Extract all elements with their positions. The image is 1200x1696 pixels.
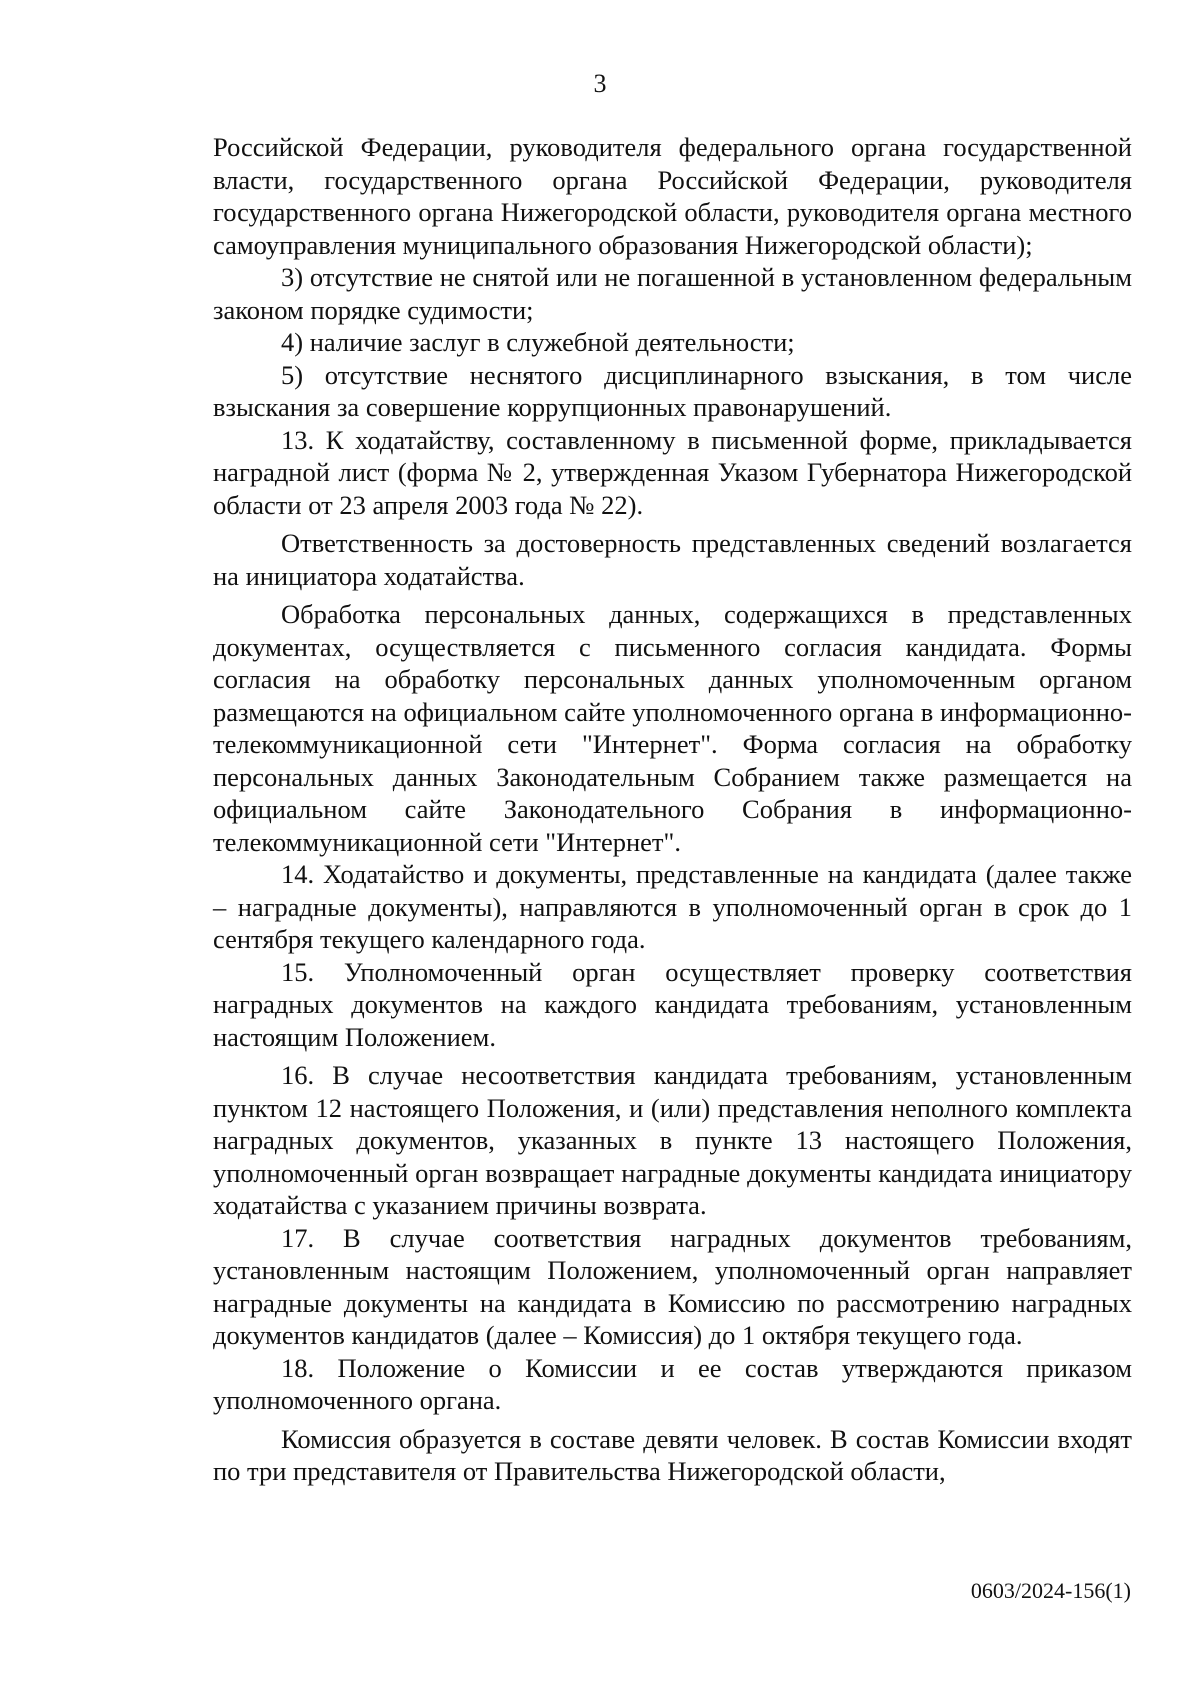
paragraph-clause-13: 13. К ходатайству, составленному в письменной форме, прикладывается наградной лист (форма № 2, утвержденная Указом Губернатора Нижегородской области от 23 апреля 2003 года № 22). (213, 424, 1132, 520)
paragraph-clause-14: 14. Ходатайство и документы, представленные на кандидата (далее также – наградные документы), направляются в уполномоченный орган в срок до 1 сентября текущего календарного года. (213, 859, 1132, 954)
paragraph-clause-17: 17. В случае соответствия наградных документов требованиям, установленным настоящим Положением, уполномоченный орган направляет наградные документы на кандидата в Комиссию по рассмотрению наградных документов кандидатов (далее – Комиссия) до 1 октября текущего года. (213, 1222, 1132, 1350)
paragraph-item-4: 4) наличие заслуг в служебной деятельности; (281, 327, 795, 357)
paragraph-item-5: 5) отсутствие неснятого дисциплинарного взыскания, в том числе взыскания за совершение коррупционных правонарушений. (213, 359, 1132, 422)
paragraph-personal-data: Обработка персональных данных, содержащихся в представленных документах, осуществляется с письменного согласия кандидата. Формы согласия на обработку персональных данных уполномоченным органом размещаются на официальном сайте уполномоченного органа в информационно-телекоммуникационной сети "Интернет". Форма согласия на обработку персональных данных Законодательным Собранием также размещается на официальном сайте Законодательного Собрания в информационно-телекоммуникационной сети "Интернет". (213, 599, 1132, 857)
paragraph-clause-16: 16. В случае несоответствия кандидата требованиям, установленным пунктом 12 настоящего Положения, и (или) представления неполного комплекта наградных документов, указанных в пункте 13 настоящего Положения, уполномоченный орган возвращает наградные документы кандидата инициатору ходатайства с указанием причины возврата. (213, 1060, 1132, 1220)
document-body (213, 131, 1132, 1488)
paragraph-continuation: Российской Федерации, руководителя федерального органа государственной власти, государственного органа Российской Федерации, руководителя государственного органа Нижегородской области, руководителя органа местного самоуправления муниципального образования Нижегородской области); (213, 132, 1132, 260)
paragraph-clause-15: 15. Уполномоченный орган осуществляет проверку соответствия наградных документов на каждого кандидата требованиям, установленным настоящим Положением. (213, 956, 1132, 1052)
paragraph-responsibility: Ответственность за достоверность представленных сведений возлагается на инициатора ходатайства. (213, 528, 1132, 591)
document-code: 0603/2024-156(1) (970, 1578, 1131, 1603)
paragraph-commission: Комиссия образуется в составе девяти человек. В состав Комиссии входят по три представителя от Правительства Нижегородской области, (213, 1423, 1132, 1486)
page-number: 3 (593, 69, 607, 98)
paragraph-clause-18: 18. Положение о Комиссии и ее состав утверждаются приказом уполномоченного органа. (213, 1352, 1132, 1415)
paragraph-item-3: 3) отсутствие не снятой или не погашенной в установленном федеральным законом порядке судимости; (213, 262, 1132, 325)
